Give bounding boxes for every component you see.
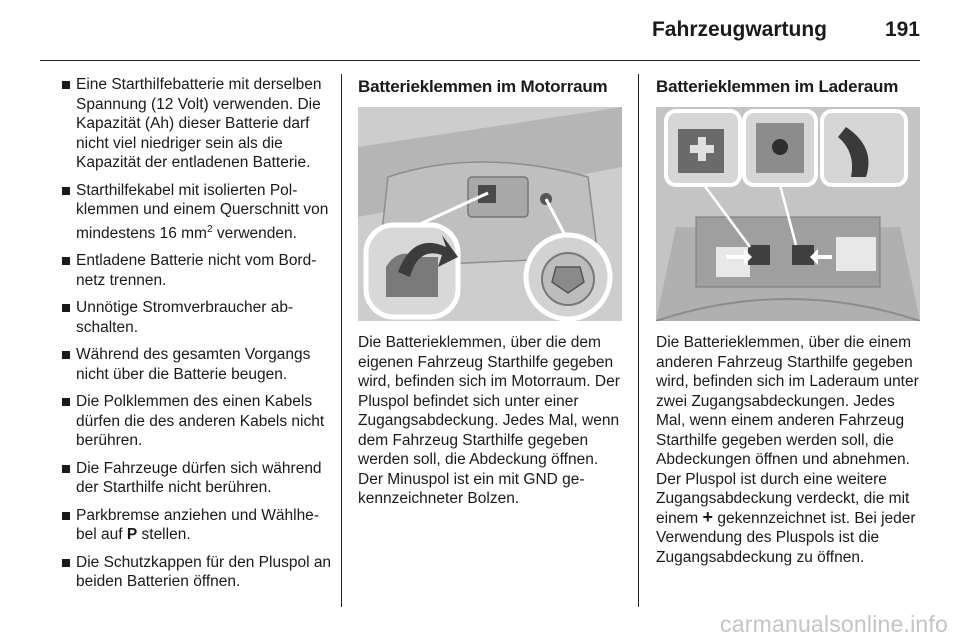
bullet-square-icon [62, 187, 70, 195]
bullet-square-icon [62, 304, 70, 312]
gear-position-p: P [126, 526, 138, 544]
cargo-area-illustration [656, 107, 920, 321]
column-divider-2 [638, 74, 639, 607]
list-item: Die Schutzkappen für den Pluspol an beiden Batterien öffnen. [62, 553, 334, 592]
section-heading-engine-bay: Batterieklemmen im Motorraum [358, 77, 608, 96]
column-divider-1 [341, 74, 342, 607]
list-item: Eine Starthilfebatterie mit derselben Spannung (12 Volt) verwenden. Die Kapazität (Ah) dieser Batterie darf nicht viel niedriger sein als die Kapazität der entladenen Batterie. [62, 75, 334, 173]
list-item: Parkbremse anziehen und Wählhebel auf P stellen. [62, 506, 334, 545]
bullet-square-icon [62, 512, 70, 520]
column-right [656, 75, 924, 567]
list-item: Während des gesamten Vorgangs nicht über die Batterie beugen. [62, 345, 334, 384]
page-title: Fahrzeugwartung [651, 18, 827, 41]
list-item: Unnötige Stromverbraucher abschalten. [62, 298, 334, 337]
requirements-list [62, 75, 334, 592]
cargo-area-drawing [656, 107, 920, 321]
bullet-square-icon [62, 81, 70, 89]
list-item: Die Fahrzeuge dürfen sich während der Starthilfe nicht berühren. [62, 459, 334, 498]
plus-icon: + [702, 506, 714, 527]
page-number: 191 [884, 18, 920, 41]
cargo-area-description: Die Batterieklemmen, über die einem anderen Fahrzeug Starthilfe gegeben wird, befinden sich im Laderaum unter zwei Zugangsabdeckungen. Jedes Mal, wenn einem anderen Fahrzeug Starthilfe gegeben werden soll, die Abdeckungen öffnen und abnehmen. Der Pluspol ist durch eine weitere Zugangsabdeckung verdeckt, die mit einem + gekennzeichnet ist. Bei jeder Verwendung des Pluspols ist die Zugangsabdeckung zu öffnen. [656, 334, 919, 566]
engine-bay-illustration [358, 107, 622, 321]
bullet-square-icon [62, 465, 70, 473]
bullet-square-icon [62, 398, 70, 406]
list-item: Die Polklemmen des einen Kabels dürfen die des anderen Kabels nicht berühren. [62, 392, 334, 451]
bullet-square-icon [62, 257, 70, 265]
bullet-square-icon [62, 559, 70, 567]
column-left [62, 75, 334, 600]
engine-bay-drawing [358, 107, 622, 321]
bullet-square-icon [62, 351, 70, 359]
section-heading-cargo-area: Batterieklemmen im Laderaum [656, 77, 899, 96]
list-item: Entladene Batterie nicht vom Bordnetz trennen. [62, 251, 334, 290]
engine-bay-description: Die Batterieklemmen, über die dem eigenen Fahrzeug Starthilfe gegeben wird, befinden sich im Motorraum. Der Pluspol befindet sich unter einer Zugangsabdeckung. Jedes Mal, wenn dem Fahrzeug Starthilfe gegeben werden soll, die Abdeckung öffnen. Der Minuspol ist ein mit GND gekennzeichneter Bolzen. [358, 334, 620, 507]
watermark: carmanualsonline.info [720, 611, 948, 637]
column-middle [358, 75, 624, 509]
list-item: Starthilfekabel mit isolierten Polklemmen und einem Querschnitt von mindestens 16 $mm^2$ verwenden. [62, 181, 334, 244]
header-rule [40, 60, 920, 61]
superscript: 2 [206, 223, 213, 235]
